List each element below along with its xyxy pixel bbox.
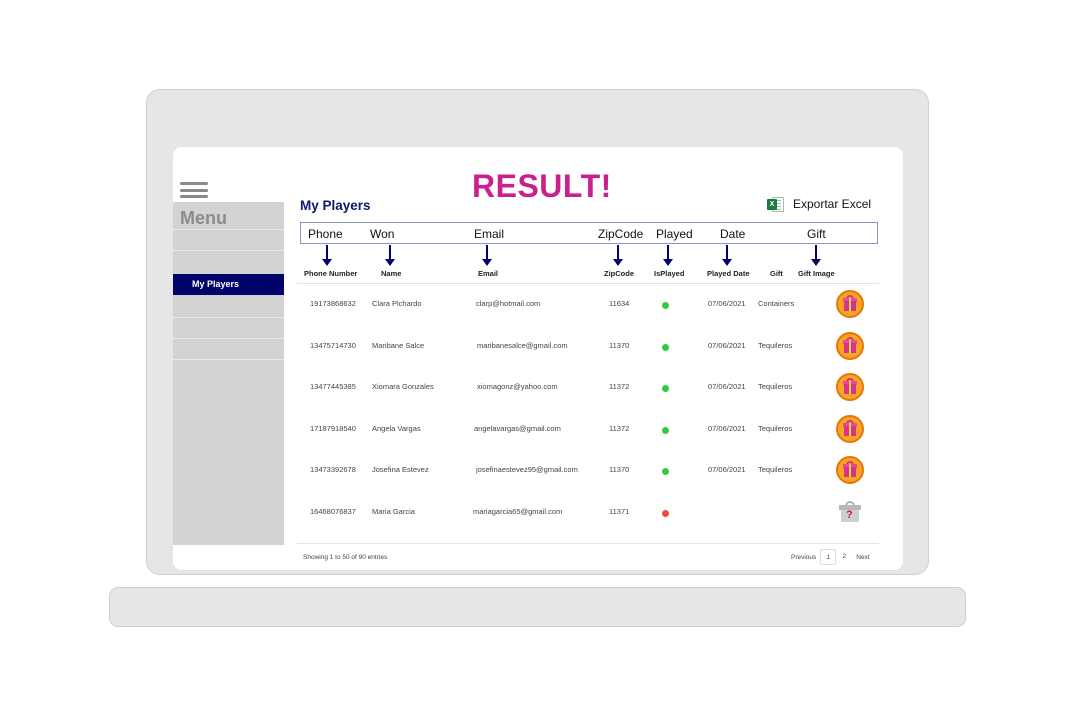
- column-header-gift[interactable]: Gift: [770, 269, 783, 278]
- table-row[interactable]: [297, 285, 879, 326]
- table-row[interactable]: [297, 327, 879, 368]
- cell-gift: Tequileros: [758, 424, 793, 433]
- cell-gift: Tequileros: [758, 382, 793, 391]
- annotation-played: Played: [656, 227, 693, 241]
- page-1-button[interactable]: 1: [820, 549, 836, 565]
- column-header-played-date[interactable]: Played Date: [707, 269, 750, 278]
- previous-page-button[interactable]: Previous: [791, 553, 817, 561]
- cell-phone: 19173868632: [310, 299, 356, 308]
- cell-name: Xiomara Gonzales: [372, 382, 434, 391]
- played-status-dot: [662, 302, 669, 309]
- annotation-email: Email: [474, 227, 505, 241]
- arrow-down-icon: [322, 245, 332, 267]
- played-status-dot: [662, 427, 669, 434]
- hamburger-menu-icon[interactable]: [180, 182, 208, 200]
- cell-gift: Containers: [758, 299, 795, 308]
- cell-date: 07/06/2021: [708, 341, 746, 350]
- cell-gift: Tequileros: [758, 465, 793, 474]
- mystery-gift-icon: ?: [839, 501, 861, 523]
- entries-info: Showing 1 to 50 of 90 entries: [303, 554, 388, 561]
- sidebar-item-2[interactable]: [173, 250, 284, 271]
- cell-email: xiomagonz@yahoo.com: [477, 382, 558, 391]
- annotation-phone: Phone: [308, 227, 343, 241]
- arrow-down-icon: [385, 245, 395, 267]
- cell-name: Clara Plchardo: [372, 299, 422, 308]
- arrow-down-icon: [613, 245, 623, 267]
- cell-phone: 13477445385: [310, 382, 356, 391]
- cell-email: josefinaestevez95@gmail.com: [476, 465, 578, 474]
- played-status-dot: [662, 510, 669, 517]
- laptop-base: [109, 587, 966, 627]
- table-row[interactable]: [297, 493, 879, 534]
- cell-name: Maria Garcia: [372, 507, 415, 516]
- gift-icon: [836, 373, 864, 401]
- table-row[interactable]: [297, 410, 879, 451]
- column-header-gift-image[interactable]: Gift Image: [798, 269, 835, 278]
- cell-zip: 11372: [609, 382, 630, 391]
- cell-email: angelavargas@gmail.com: [474, 424, 561, 433]
- arrow-down-icon: [663, 245, 673, 267]
- cell-phone: 17187918540: [310, 424, 356, 433]
- table-footer-divider: [297, 543, 879, 544]
- cell-email: maribanesalce@gmail.com: [477, 341, 568, 350]
- cell-phone: 13475714730: [310, 341, 356, 350]
- cell-zip: 11372: [609, 424, 630, 433]
- sidebar: [173, 202, 284, 545]
- gift-icon: [836, 332, 864, 360]
- annotation-won: Won: [370, 227, 395, 241]
- arrow-down-icon: [722, 245, 732, 267]
- gift-icon: [836, 290, 864, 318]
- column-header-isplayed[interactable]: IsPlayed: [654, 269, 685, 278]
- menu-title: Menu: [180, 208, 227, 228]
- next-page-button[interactable]: Next: [856, 553, 870, 561]
- cell-name: Josefina Estevez: [372, 465, 429, 474]
- cell-zip: 11634: [609, 299, 630, 308]
- sidebar-item-4[interactable]: [173, 317, 284, 338]
- annotation-zipcode: ZipCode: [598, 227, 644, 241]
- played-status-dot: [662, 468, 669, 475]
- export-excel-button[interactable]: [767, 195, 871, 213]
- cell-gift: Tequileros: [758, 341, 793, 350]
- pagination: [787, 549, 874, 565]
- table-row[interactable]: [297, 368, 879, 409]
- annotation-gift: Gift: [807, 227, 826, 241]
- excel-icon: X: [767, 196, 785, 213]
- cell-name: Angela Vargas: [372, 424, 421, 433]
- sidebar-item-1[interactable]: [173, 229, 284, 250]
- column-header-email[interactable]: Email: [478, 269, 499, 278]
- export-excel-label: Exportar Excel: [793, 197, 872, 211]
- table-row[interactable]: [297, 451, 879, 492]
- page-2-button[interactable]: 2: [842, 553, 847, 560]
- sidebar-item-6[interactable]: [173, 359, 284, 380]
- annotation-box: [300, 222, 878, 244]
- page-title: My Players: [300, 198, 371, 213]
- cell-date: 07/06/2021: [708, 424, 746, 433]
- result-headline: RESULT!: [472, 168, 612, 204]
- cell-email: mariagarcia65@gmail.com: [473, 507, 563, 516]
- column-header-phone[interactable]: Phone Number: [304, 269, 358, 278]
- arrow-down-icon: [482, 245, 492, 267]
- sidebar-item-my-players[interactable]: [173, 274, 284, 295]
- cell-date: 07/06/2021: [708, 299, 746, 308]
- cell-phone: 16468076837: [310, 507, 356, 516]
- app-screen: [173, 147, 903, 570]
- cell-phone: 13473392678: [310, 465, 356, 474]
- cell-name: Maribane Salce: [372, 341, 425, 350]
- cell-date: 07/06/2021: [708, 382, 746, 391]
- cell-email: clarp@hotmail.com: [476, 299, 541, 308]
- arrow-down-icon: [811, 245, 821, 267]
- sidebar-item-5[interactable]: [173, 338, 284, 359]
- gift-icon: [836, 456, 864, 484]
- table-header-divider: [297, 283, 879, 284]
- cell-zip: 11370: [609, 465, 630, 474]
- sidebar-item-label: My Players: [192, 279, 240, 289]
- cell-zip: 11371: [609, 507, 630, 516]
- column-header-zipcode[interactable]: ZipCode: [604, 269, 634, 278]
- cell-zip: 11370: [609, 341, 630, 350]
- played-status-dot: [662, 344, 669, 351]
- annotation-date: Date: [720, 227, 746, 241]
- column-header-name[interactable]: Name: [381, 269, 402, 278]
- gift-icon: [836, 415, 864, 443]
- played-status-dot: [662, 385, 669, 392]
- cell-date: 07/06/2021: [708, 465, 746, 474]
